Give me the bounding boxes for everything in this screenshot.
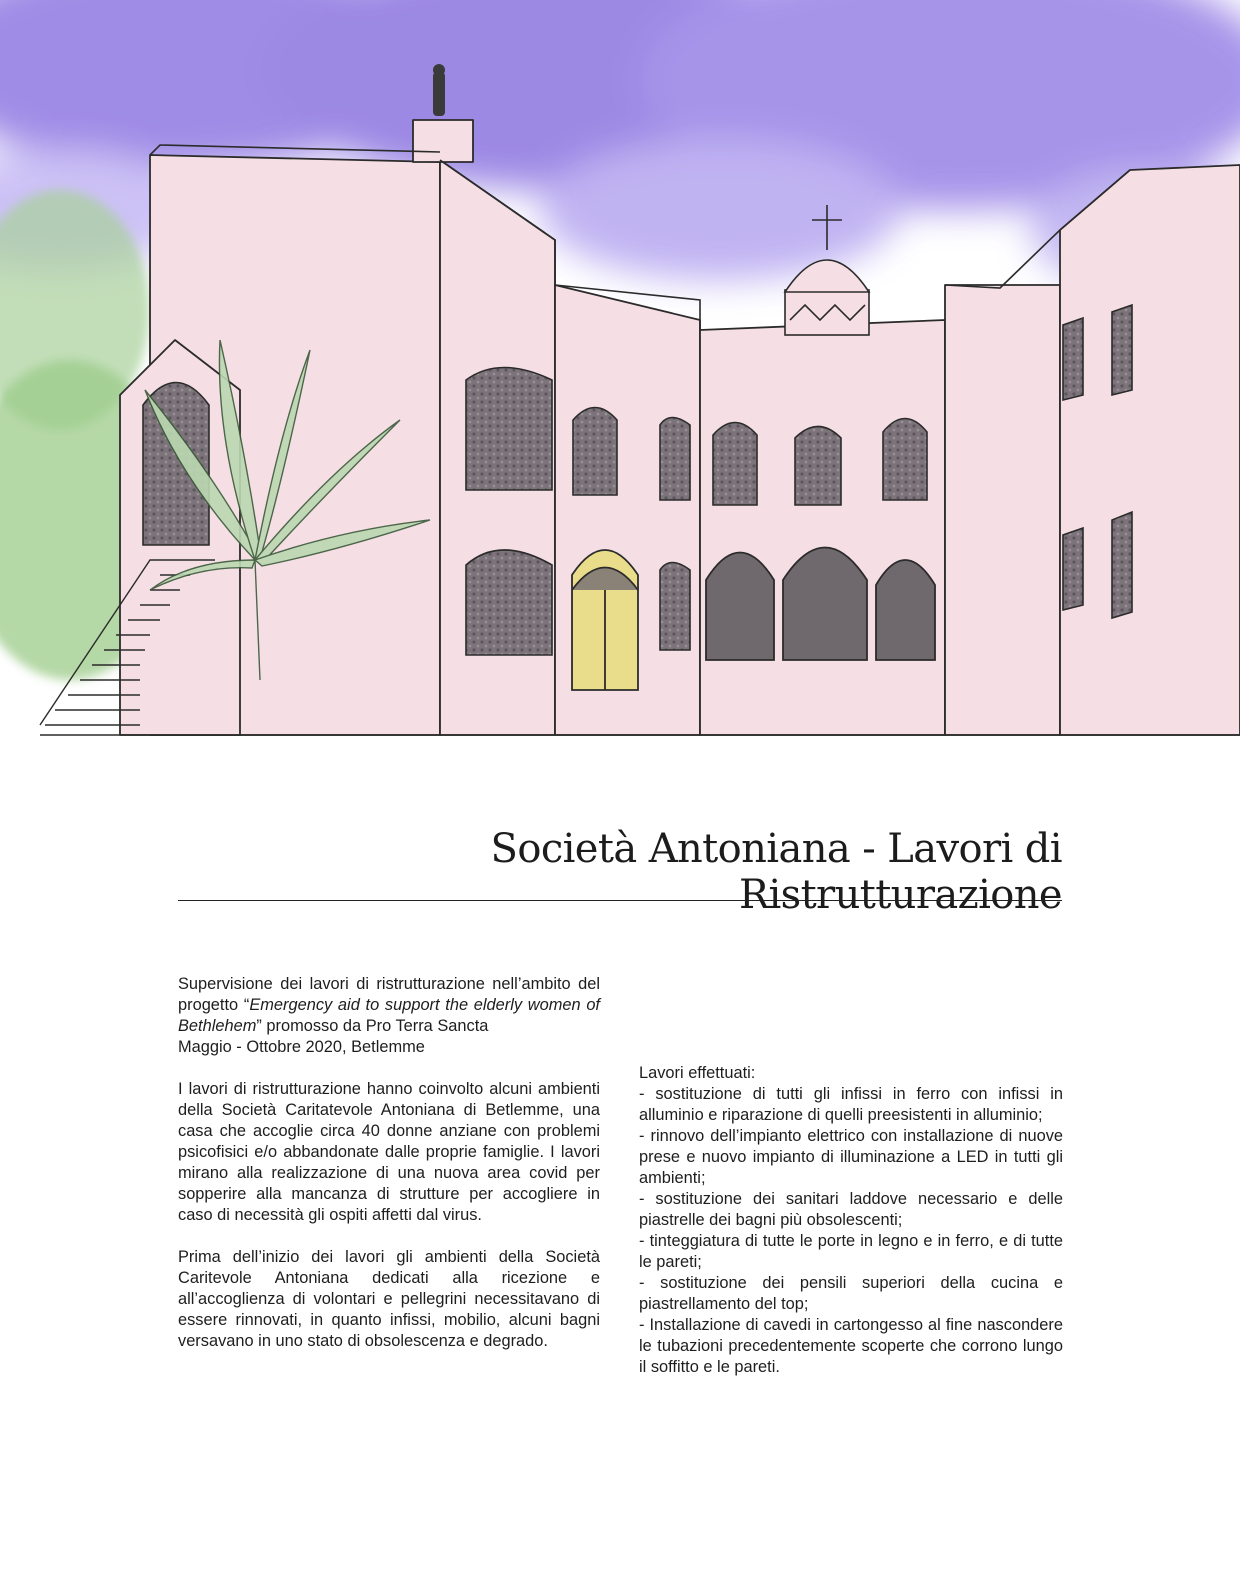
main-door: [572, 550, 638, 690]
works-item: - sostituzione dei sanitari laddove necessario e delle piastrelle dei bagni più obsolescenti;: [639, 1190, 1063, 1229]
project-name: Emergency aid to support the elderly women of Bethlehem: [178, 996, 600, 1035]
intro-paragraph: [178, 974, 600, 1058]
paragraph-1: I lavori di ristrutturazione hanno coinvolto alcuni ambienti della Società Caritatevole Antoniana di Betlemme, una casa che accoglie circa 40 donne anziane con problemi psicofisici e/o abbandonate dalle proprie famiglie. I lavori mirano alla realizzazione di una nuova area covid per sopperire alla mancanza di strutture per accogliere in caso di necessità gli ospiti affetti dal virus.: [178, 1080, 600, 1224]
building-watercolor-sketch: [0, 0, 1240, 760]
page-title: Società Antoniana - Lavori di Ristrutturazione: [490, 826, 1062, 918]
statue: [433, 64, 445, 116]
works-item: - sostituzione dei pensili superiori della cucina e piastrellamento del top;: [639, 1274, 1063, 1313]
works-item: - sostituzione di tutti gli infissi in ferro con infissi in alluminio e riparazione di quelli preesistenti in alluminio;: [639, 1085, 1063, 1124]
works-heading: Lavori effettuati:: [639, 1064, 756, 1082]
intro-line-2: ” promosso da Pro Terra Sancta: [256, 1017, 489, 1035]
intro-date-location: Maggio - Ottobre 2020, Betlemme: [178, 1038, 425, 1056]
title-divider: [178, 900, 1062, 901]
right-column: [639, 1063, 1063, 1378]
works-item: - Installazione di cavedi in cartongesso al fine nascondere le tubazioni precedentemente scoperte che corrono lungo il soffitto e le pareti.: [639, 1316, 1063, 1376]
paragraph-2: Prima dell’inizio dei lavori gli ambienti della Società Caritevole Antoniana dedicati alla ricezione e all’accoglienza di volontari e pellegrini necessitavano di essere rinnovati, in quanto infissi, mobilio, alcuni bagni versavano in uno stato di obsolescenza e degrado.: [178, 1248, 600, 1350]
arcade: [706, 548, 935, 661]
intro-line-1: Supervisione dei lavori di ristrutturazione nell’ambito del progetto “: [178, 975, 600, 1014]
works-item: - tinteggiatura di tutte le porte in legno e in ferro, e di tutte le pareti;: [639, 1232, 1063, 1271]
works-item: - rinnovo dell’impianto elettrico con installazione di nuove prese e nuovo impianto di illuminazione a LED in tutti gli ambienti;: [639, 1127, 1063, 1187]
left-column: [178, 974, 600, 1352]
